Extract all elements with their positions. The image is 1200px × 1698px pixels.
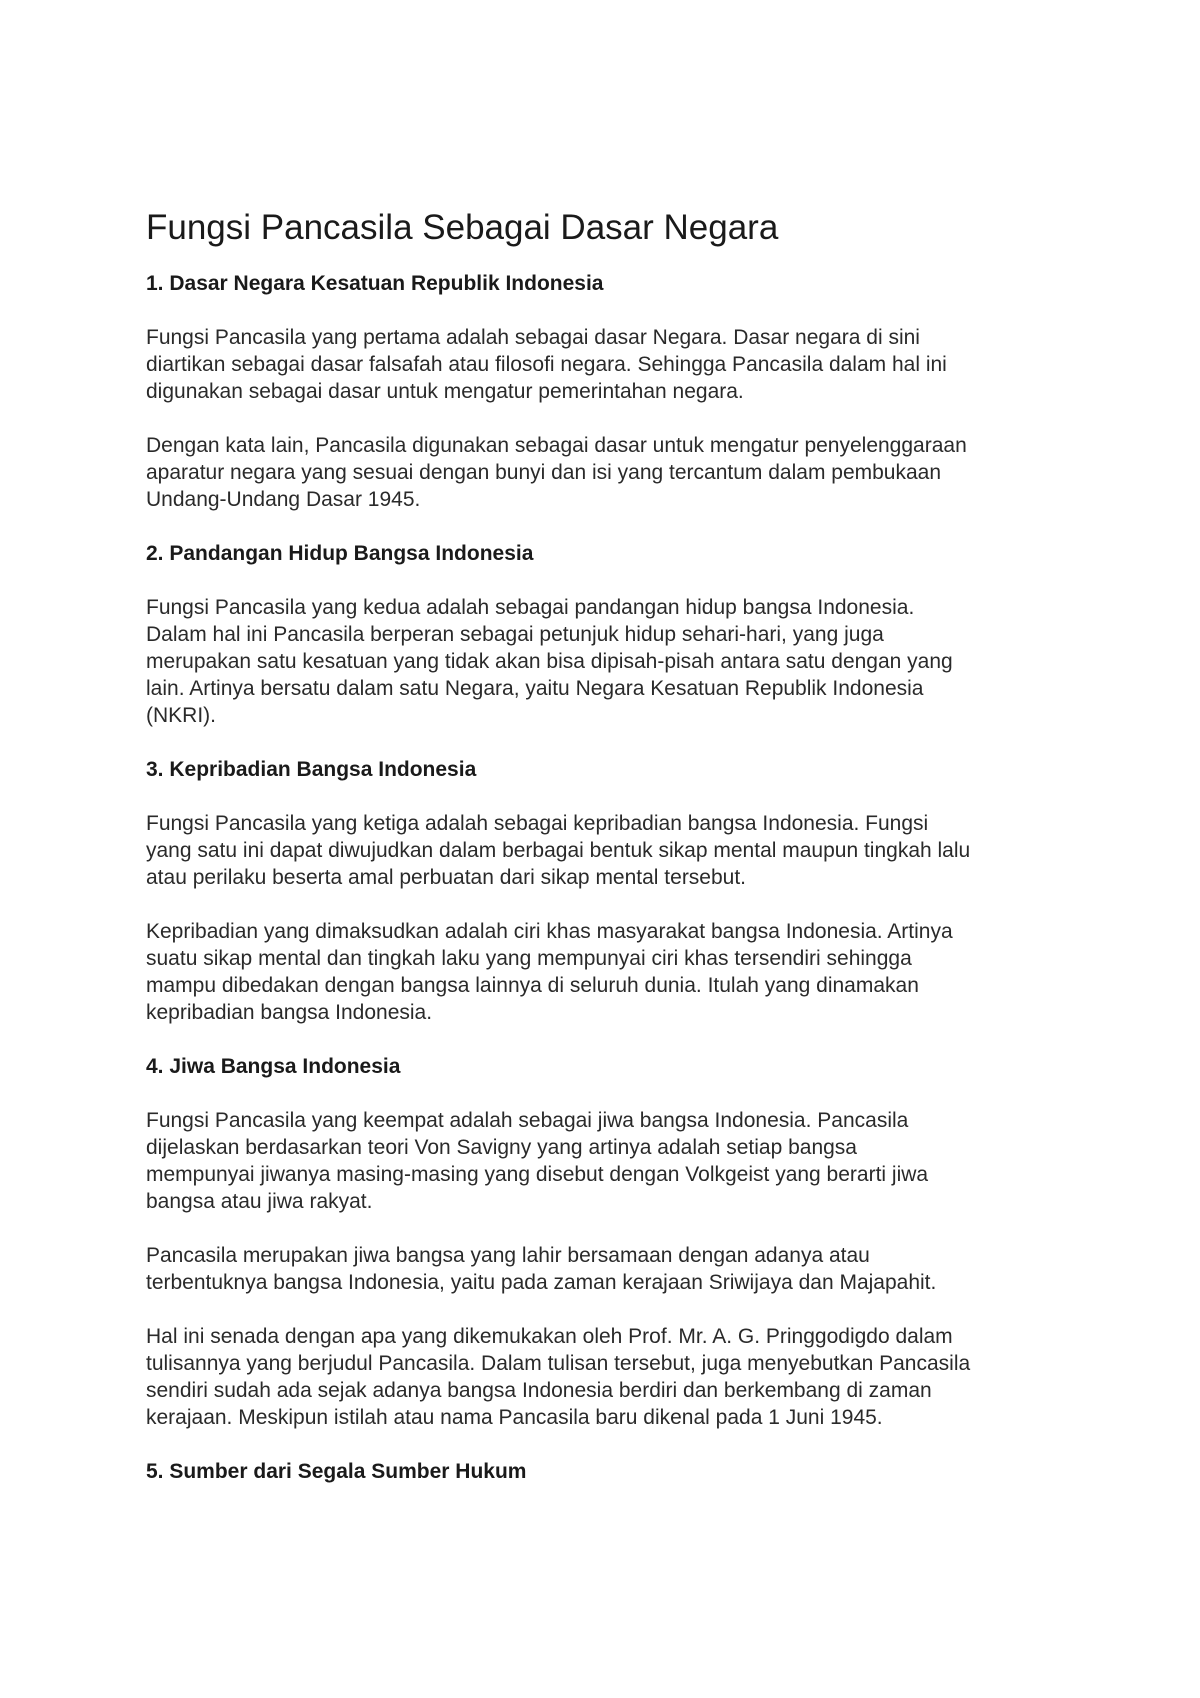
document-page xyxy=(146,206,1086,1512)
section-heading: 1. Dasar Negara Kesatuan Republik Indonesia xyxy=(146,272,604,295)
paragraph: Hal ini senada dengan apa yang dikemukakan oleh Prof. Mr. A. G. Pringgodigdo dalam tulisannya yang berjudul Pancasila. Dalam tulisan tersebut, juga menyebutkan Pancasila sendiri sudah ada sejak adanya bangsa Indonesia berdiri dan berkembang di zaman kerajaan. Meskipun istilah atau nama Pancasila baru dikenal pada 1 Juni 1945. xyxy=(146,1325,971,1429)
section-sumber-hukum xyxy=(146,1458,1086,1486)
section-dasar-negara xyxy=(146,270,1086,513)
paragraph: Fungsi Pancasila yang keempat adalah sebagai jiwa bangsa Indonesia. Pancasila dijelaskan berdasarkan teori Von Savigny yang artinya adalah setiap bangsa mempunyai jiwanya masing-masing yang disebut dengan Volkgeist yang berarti jiwa bangsa atau jiwa rakyat. xyxy=(146,1109,929,1213)
section-heading: 4. Jiwa Bangsa Indonesia xyxy=(146,1055,401,1078)
section-heading: 2. Pandangan Hidup Bangsa Indonesia xyxy=(146,542,534,565)
paragraph: Fungsi Pancasila yang ketiga adalah sebagai kepribadian bangsa Indonesia. Fungsi yang satu ini dapat diwujudkan dalam berbagai bentuk sikap mental maupun tingkah lalu atau perilaku beserta amal perbuatan dari sikap mental tersebut. xyxy=(146,812,971,889)
section-kepribadian-bangsa xyxy=(146,756,1086,1026)
paragraph: Fungsi Pancasila yang pertama adalah sebagai dasar Negara. Dasar negara di sini diartikan sebagai dasar falsafah atau filosofi negara. Sehingga Pancasila dalam hal ini digunakan sebagai dasar untuk mengatur pemerintahan negara. xyxy=(146,326,947,403)
section-heading: 3. Kepribadian Bangsa Indonesia xyxy=(146,758,477,781)
paragraph: Pancasila merupakan jiwa bangsa yang lahir bersamaan dengan adanya atau terbentuknya bangsa Indonesia, yaitu pada zaman kerajaan Sriwijaya dan Majapahit. xyxy=(146,1244,937,1294)
page-title: Fungsi Pancasila Sebagai Dasar Negara xyxy=(146,208,779,247)
paragraph: Dengan kata lain, Pancasila digunakan sebagai dasar untuk mengatur penyelenggaraan aparatur negara yang sesuai dengan bunyi dan isi yang tercantum dalam pembukaan Undang-Undang Dasar 1945. xyxy=(146,434,967,511)
section-pandangan-hidup xyxy=(146,540,1086,729)
paragraph: Fungsi Pancasila yang kedua adalah sebagai pandangan hidup bangsa Indonesia. Dalam hal ini Pancasila berperan sebagai petunjuk hidup sehari-hari, yang juga merupakan satu kesatuan yang tidak akan bisa dipisah-pisah antara satu dengan yang lain. Artinya bersatu dalam satu Negara, yaitu Negara Kesatuan Republik Indonesia (NKRI). xyxy=(146,596,953,727)
paragraph: Kepribadian yang dimaksudkan adalah ciri khas masyarakat bangsa Indonesia. Artinya suatu sikap mental dan tingkah laku yang mempunyai ciri khas tersendiri sehingga mampu dibedakan dengan bangsa lainnya di seluruh dunia. Itulah yang dinamakan kepribadian bangsa Indonesia. xyxy=(146,920,953,1024)
section-heading: 5. Sumber dari Segala Sumber Hukum xyxy=(146,1460,527,1483)
section-jiwa-bangsa xyxy=(146,1053,1086,1431)
